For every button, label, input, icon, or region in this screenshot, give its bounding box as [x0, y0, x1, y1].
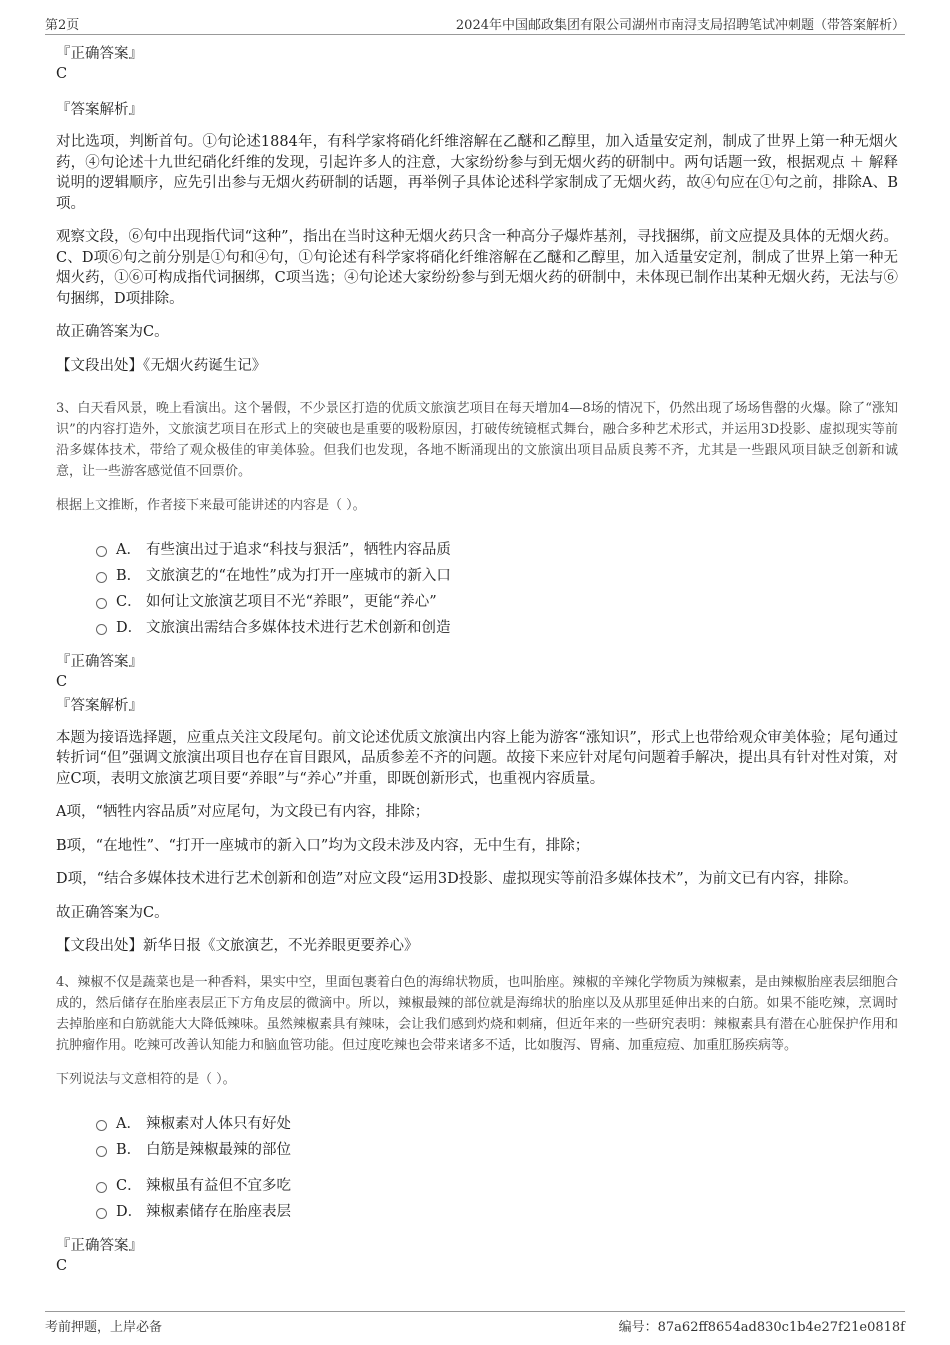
q3-analysis-paragraph: B项，“在地性”、“打开一座城市的新入口”均为文段未涉及内容，无中生有，排除； [56, 837, 590, 854]
option-letter: C． [116, 593, 142, 610]
footer-slogan: 考前押题，上岸必备 [45, 1320, 163, 1335]
page-number: 第2页 [45, 18, 80, 33]
q4-prompt: 下列说法与文意相符的是（ ）。 [56, 1072, 236, 1087]
q2-source: 【文段出处】《无烟火药诞生记》 [56, 357, 267, 374]
q4-options [96, 1114, 898, 1228]
option-text: 白筋是辣椒最辣的部位 [146, 1142, 291, 1158]
option-letter: C． [116, 1178, 142, 1194]
document-id: 编号：87a62ff8654ad830c1b4e27f21e0818f [618, 1320, 905, 1335]
q2-analysis-label: 『答案解析』 [56, 102, 143, 118]
q4-option-c[interactable] [96, 1176, 898, 1202]
q4-option-a[interactable] [96, 1114, 898, 1140]
option-text: 如何让文旅演艺项目不光“养眼”，更能“养心” [146, 593, 437, 610]
radio-icon[interactable] [96, 572, 107, 583]
q2-analysis-paragraph: 观察文段，⑥句中出现指代词“这种”，指出在当时这种无烟火药只含一种高分子爆炸基剂，寻找捆绑，前文应提及具体的无烟火药。C、D项⑥句之前分别是①句和④句，①句论述有科学家将硝化纤维溶解在乙醚和乙醇里，加入适量安定剂，制成了世界上第一种无烟火药，①⑥可构成指代词捆绑，C项当选；④句论述大家纷纷参与到无烟火药的研制中，未体现已制作出某种无烟火药，无法与⑥句捆绑，D项排除。 [56, 229, 898, 307]
q3-analysis-paragraph: 本题为接语选择题，应重点关注文段尾句。前文论述优质文旅演出内容上能为游客“涨知识”，形式上也带给观众审美体验；尾句通过转折词“但”强调文旅演出项目也存在盲目跟风，品质参差不齐的问题。故接下来应针对尾句问题着手解决，提出具有针对性对策，对应C项，表明文旅演艺项目要“养眼”与“养心”并重，即既创新形式，也重视内容质量。 [56, 729, 898, 787]
q3-stem: 3、白天看风景，晚上看演出。这个暑假，不少景区打造的优质文旅演艺项目在每天增加4—8场的情况下，仍然出现了场场售罄的火爆。除了“涨知识”的内容打造外，文旅演艺项目在形式上的突破也是重要的吸粉原因，打破传统镜框式舞台，融合多种艺术形式，并运用3D投影、虚拟现实等前沿多媒体技术，带给了观众极佳的审美体验。但我们也发现，各地不断涌现出的文旅演出项目品质良莠不齐，尤其是一些跟风项目缺乏创新和诚意，让一些游客感觉值不回票价。 [56, 400, 898, 479]
option-letter: B． [116, 567, 142, 584]
page-footer [45, 1311, 905, 1336]
q3-analysis-paragraph: A项，“牺牲内容品质”对应尾句，为文段已有内容，排除； [56, 804, 430, 820]
q3-option-b[interactable] [96, 566, 898, 592]
q3-prompt: 根据上文推断，作者接下来最可能讲述的内容是（ ）。 [56, 497, 366, 513]
q3-answer-label: 『正确答案』 [56, 653, 143, 670]
option-text: 辣椒素对人体只有好处 [146, 1116, 291, 1132]
q2-answer: C [56, 66, 68, 82]
radio-icon[interactable] [96, 598, 107, 609]
q2-analysis-paragraph: 对比选项，判断首句。①句论述1884年，有科学家将硝化纤维溶解在乙醚和乙醇里，加入适量安定剂，制成了世界上第一种无烟火药，④句论述十九世纪硝化纤维的发现，引起许多人的注意，大家纷纷参与到无烟火药的研制中。两句话题一致，根据观点 ＋ 解释说明的逻辑顺序，应先引出参与无烟火药研制的话题，再举例子具体论述科学家制成了无烟火药，故④句应在①句之前，排除A、B项。 [56, 134, 898, 212]
radio-icon[interactable] [96, 1208, 107, 1219]
option-text: 辣椒素储存在胎座表层 [146, 1204, 291, 1220]
q3-source: 【文段出处】新华日报《文旅演艺，不光养眼更要养心》 [56, 938, 419, 954]
q3-analysis-conclusion: 故正确答案为C。 [56, 904, 169, 921]
q3-option-a[interactable] [96, 540, 898, 566]
page-header [45, 10, 905, 35]
q4-option-d[interactable] [96, 1202, 898, 1228]
option-text: 有些演出过于追求“科技与狠活”，牺牲内容品质 [146, 541, 451, 558]
q3-options [96, 540, 898, 644]
option-letter: D． [116, 1204, 143, 1220]
option-letter: A． [116, 541, 141, 558]
q3-option-d[interactable] [96, 618, 898, 644]
q4-answer: C [56, 1258, 68, 1274]
q4-answer-label: 『正确答案』 [56, 1238, 143, 1254]
q3-analysis-label: 『答案解析』 [56, 697, 143, 714]
q2-answer-label: 『正确答案』 [56, 46, 143, 62]
document-title: 2024年中国邮政集团有限公司湖州市南浔支局招聘笔试冲刺题（带答案解析） [455, 18, 905, 33]
radio-icon[interactable] [96, 546, 107, 557]
radio-icon[interactable] [96, 624, 107, 635]
radio-icon[interactable] [96, 1182, 107, 1193]
option-letter: B． [116, 1142, 142, 1158]
q3-answer: C [56, 673, 68, 690]
q4-option-b[interactable] [96, 1140, 898, 1166]
q4-stem: 4、辣椒不仅是蔬菜也是一种香料，果实中空，里面包裹着白色的海绵状物质，也叫胎座。辣椒的辛辣化学物质为辣椒素，是由辣椒胎座表层细胞合成的，然后储存在胎座表层正下方角皮层的微滴中。所以，辣椒最辣的部位就是海绵状的胎座以及从那里延伸出来的白筋。如果不能吃辣，烹调时去掉胎座和白筋就能大大降低辣味。虽然辣椒素具有辣味，会让我们感到灼烧和刺痛，但近年来的一些研究表明：辣椒素具有潜在心脏保护作用和抗肿瘤作用。吃辣可改善认知能力和脑血管功能。但过度吃辣也会带来诸多不适，比如腹泻、胃痛、加重痘痘、加重肛肠疾病等。 [56, 975, 898, 1053]
q2-analysis-conclusion: 故正确答案为C。 [56, 324, 169, 340]
q3-option-c[interactable] [96, 592, 898, 618]
option-text: 文旅演艺的“在地性”成为打开一座城市的新入口 [146, 567, 451, 584]
option-text: 文旅演出需结合多媒体技术进行艺术创新和创造 [146, 619, 451, 636]
radio-icon[interactable] [96, 1120, 107, 1131]
option-letter: D． [116, 619, 143, 636]
option-letter: A． [116, 1116, 141, 1132]
q3-analysis-paragraph: D项，“结合多媒体技术进行艺术创新和创造”对应文段“运用3D投影、虚拟现实等前沿多媒体技术”，为前文已有内容，排除。 [56, 871, 858, 887]
radio-icon[interactable] [96, 1146, 107, 1157]
page-content [56, 44, 898, 1280]
option-text: 辣椒虽有益但不宜多吃 [146, 1178, 291, 1194]
